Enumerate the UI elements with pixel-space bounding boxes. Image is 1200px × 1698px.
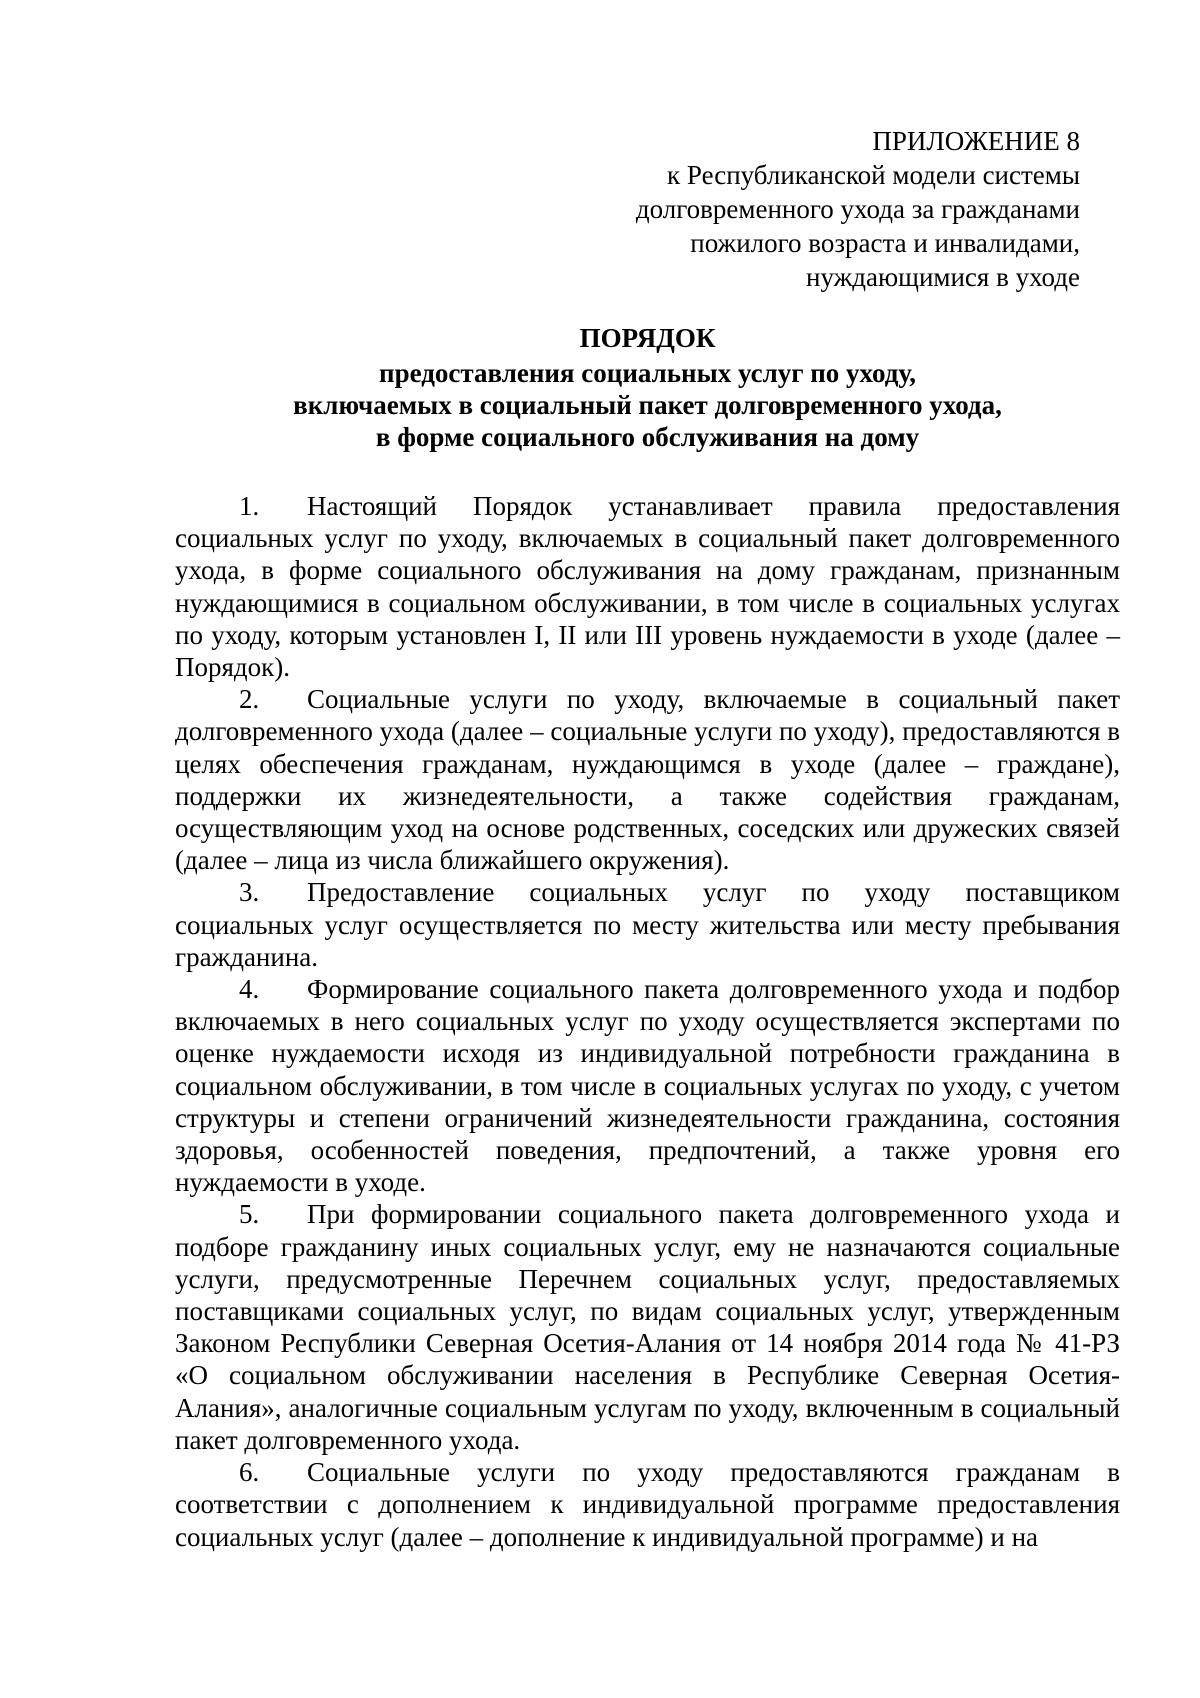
appendix-header [560, 124, 1080, 294]
paragraph-text: Предоставление социальных услуг по уходу поставщиком социальных услуг осуществляется по месту жительства или месту пребывания гражданина. [175, 877, 1120, 972]
paragraph-text: Социальные услуги по уходу предоставляются гражданам в соответствии с дополнением к индивидуальной программе предоставления социальных услуг (далее – дополнение к индивидуальной программе) и на [175, 1457, 1120, 1552]
paragraph-number: 3. [239, 877, 260, 908]
paragraph-2 [175, 683, 1120, 876]
paragraph-6 [175, 1456, 1120, 1553]
title-sub-line-2: включаемых в социальный пакет долговременного ухода, [293, 390, 1002, 420]
paragraph-5 [175, 1198, 1120, 1456]
paragraph-1 [175, 490, 1120, 683]
paragraph-text: Формирование социального пакета долговременного ухода и подбор включаемых в него социальных услуг по уходу осуществляется экспертами по оценке нуждаемости исходя из индивидуальной потребности гражданина в социальном обслуживании, в том числе в социальных услугах по уходу, с учетом структуры и степени ограничений жизнедеятельности гражданина, состояния здоровья, особенностей поведения, предпочтений, а также уровня его нуждаемости в уходе. [175, 974, 1120, 1198]
paragraph-number: 6. [239, 1457, 260, 1488]
paragraph-number: 4. [239, 974, 260, 1005]
document-title [175, 322, 1120, 453]
appendix-line-4: пожилого возраста и инвалидами, [690, 228, 1080, 258]
appendix-line-2: к Республиканской модели системы [667, 160, 1080, 190]
paragraph-text: Настоящий Порядок устанавливает правила предоставления социальных услуг по уходу, включаемых в социальный пакет долговременного ухода, в форме социального обслуживания на дому гражданам, признанным нуждающимися в социальном обслуживании, в том числе в социальных услугах по уходу, которым установлен I, II или III уровень нуждаемости в уходе (далее – Порядок). [175, 491, 1120, 683]
title-sub-line-1: предоставления социальных услуг по уходу, [379, 358, 916, 388]
title-sub-line-3: в форме социального обслуживания на дому [375, 422, 920, 452]
paragraph-number: 2. [239, 684, 260, 715]
paragraph-3 [175, 876, 1120, 973]
title-main: ПОРЯДОК [579, 323, 716, 353]
appendix-line-5: нуждающимися в уходе [806, 262, 1080, 292]
paragraph-text: При формировании социального пакета долговременного ухода и подборе гражданину иных социальных услуг, ему не назначаются социальные услуги, предусмотренные Перечнем социальных услуг, предоставляемых поставщиками социальных услуг, по видам социальных услуг, утвержденным Законом Республики Северная Осетия-Алания от 14 ноября 2014 года № 41-РЗ «О социальном обслуживании населения в Республике Северная Осетия-Алания», аналогичные социальным услугам по уходу, включенным в социальный пакет долговременного ухода. [175, 1199, 1120, 1455]
appendix-line-1: ПРИЛОЖЕНИЕ 8 [872, 126, 1080, 156]
appendix-line-3: долговременного ухода за гражданами [635, 194, 1080, 224]
document-body [175, 490, 1120, 1553]
paragraph-number: 1. [239, 491, 260, 521]
paragraph-4 [175, 973, 1120, 1198]
paragraph-text: Социальные услуги по уходу, включаемые в социальный пакет долговременного ухода (далее – социальные услуги по уходу), предоставляются в целях обеспечения гражданам, нуждающимся в уходе (далее – граждане), поддержки их жизнедеятельности, а также содействия гражданам, осуществляющим уход на основе родственных, соседских или дружеских связей (далее – лица из числа ближайшего окружения). [175, 684, 1120, 876]
paragraph-number: 5. [239, 1199, 260, 1230]
